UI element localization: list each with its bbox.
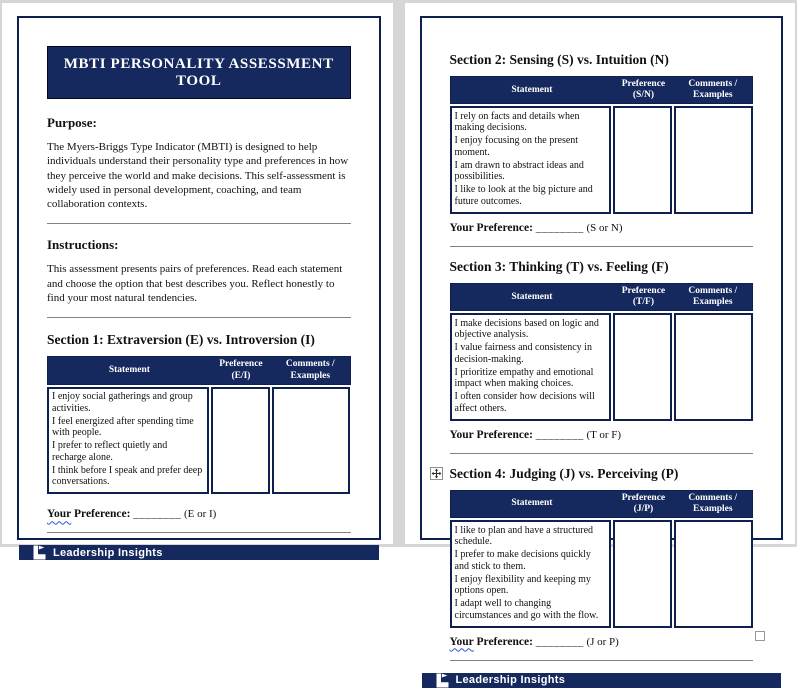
page-2-border <box>420 16 784 687</box>
preference-input-cell[interactable] <box>613 313 672 421</box>
statement: I like to plan and have a structured schedule. <box>454 524 594 548</box>
statement: I like to look at the big picture and future outcomes. <box>454 184 593 207</box>
section-1-heading: Section 1: Extraversion (E) vs. Introversion (I) <box>47 332 315 348</box>
statements-cell <box>450 520 612 628</box>
statement: I enjoy focusing on the present moment. <box>454 135 579 158</box>
divider <box>47 317 351 318</box>
preference-blank-field[interactable]: ________ <box>133 508 182 521</box>
comments-input-cell[interactable] <box>272 387 351 495</box>
statement: I feel energized after spending time with people. <box>52 415 194 439</box>
comments-column-header: Comments / Examples <box>688 285 738 308</box>
page-1-content <box>19 18 379 545</box>
preference-input-cell[interactable] <box>211 387 270 495</box>
your-preference-label-word: Your <box>449 221 474 234</box>
section-3-table <box>450 283 754 421</box>
table-move-handle-icon[interactable] <box>430 467 443 480</box>
table-body <box>450 313 754 421</box>
section-3-heading: Section 3: Thinking (T) vs. Feeling (F) <box>449 258 669 274</box>
table-header-row <box>47 356 351 384</box>
leadership-insights-logo-icon <box>435 673 450 688</box>
your-preference-label-word: Your <box>449 428 474 441</box>
purpose-text: The Myers-Briggs Type Indicator (MBTI) is designed to help individuals understand their personality type and preferences in how they perceive the world and make decisions. This self-assessment is widely used in personal development, coaching, and team collaboration contexts. <box>47 141 349 211</box>
section-2 <box>450 52 754 247</box>
statements-cell <box>47 387 209 495</box>
preference-column-header: Preference (E/I) <box>219 359 263 381</box>
statement: I enjoy social gatherings and group activities. <box>52 391 193 414</box>
footer-brand-name: Leadership Insights <box>455 674 566 687</box>
section-1 <box>47 332 351 533</box>
statements-cell <box>450 313 612 421</box>
instructions-heading: Instructions: <box>47 237 119 253</box>
your-preference-label-word: Your <box>47 508 72 521</box>
comments-column-header: Comments / Examples <box>688 492 738 515</box>
purpose-heading: Purpose: <box>47 115 97 130</box>
statement: I prioritize empathy and emotional impact when making choices. <box>454 366 594 390</box>
page-2 <box>405 3 796 687</box>
table-header-row <box>450 76 754 104</box>
your-preference-line: Your Preference: ________ (E or I) <box>47 508 217 521</box>
document-title: MBTI PERSONALITY ASSESSMENT TOOL <box>63 55 334 89</box>
comments-column-header: Comments / Examples <box>688 79 738 101</box>
preference-blank-field[interactable]: ________ <box>535 428 584 441</box>
statement-column-header: Statement <box>511 498 553 509</box>
page-1 <box>2 3 393 559</box>
preference-column-header: Preference (S/N) <box>621 79 666 101</box>
preference-options: (E or I) <box>183 508 217 521</box>
section-4-table <box>450 490 754 628</box>
divider <box>450 453 754 454</box>
section-4 <box>450 466 754 661</box>
statement: I enjoy flexibility and keeping my options open. <box>454 573 591 597</box>
section-4-heading: Section 4: Judging (J) vs. Perceiving (P) <box>449 465 679 481</box>
divider <box>450 246 754 247</box>
statement: I make decisions based on logic and objective analysis. <box>454 317 599 341</box>
statement-column-header: Statement <box>511 84 553 95</box>
table-body <box>47 387 351 495</box>
statement: I rely on facts and details when making decisions. <box>454 110 580 134</box>
statement: I am drawn to abstract ideas and possibilities. <box>454 159 584 183</box>
divider <box>450 660 754 661</box>
preference-options: (T or F) <box>586 428 622 441</box>
leadership-insights-logo-icon <box>32 545 47 560</box>
section-2-table <box>450 76 754 214</box>
your-preference-line: Your Preference: ________ (S or N) <box>449 221 623 234</box>
section-1-table <box>47 356 351 494</box>
preference-input-cell[interactable] <box>613 520 672 628</box>
comments-input-cell[interactable] <box>674 106 753 214</box>
preference-blank-field[interactable]: ________ <box>535 221 584 234</box>
divider <box>47 223 351 224</box>
your-preference-line: Your Preference: ________ (J or P) <box>449 635 619 648</box>
table-header-row <box>450 490 754 518</box>
table-resize-handle[interactable] <box>755 631 765 641</box>
preference-options: (S or N) <box>586 221 623 234</box>
statement-column-header: Statement <box>108 364 150 375</box>
document-title-banner <box>47 46 351 99</box>
table-body <box>450 520 754 628</box>
footer-brand-name: Leadership Insights <box>53 546 163 559</box>
preference-options: (J or P) <box>586 635 619 648</box>
your-preference-label-word: Your <box>449 635 474 648</box>
your-preference-line: Your Preference: ________ (T or F) <box>449 428 622 441</box>
statement: I adapt well to changing circumstances and go with the flow. <box>454 598 599 621</box>
preference-column-header: Preference (T/F) <box>621 285 666 308</box>
statement: I prefer to make decisions quickly and stick to them. <box>454 549 591 572</box>
statement-column-header: Statement <box>511 291 553 302</box>
table-body <box>450 106 754 214</box>
comments-input-cell[interactable] <box>674 520 753 628</box>
preference-input-cell[interactable] <box>613 106 672 214</box>
statement: I value fairness and consistency in decision-making. <box>454 342 592 365</box>
statements-cell <box>450 106 612 214</box>
section-2-heading: Section 2: Sensing (S) vs. Intuition (N) <box>449 52 669 67</box>
comments-input-cell[interactable] <box>674 313 753 421</box>
page-1-border <box>17 16 381 559</box>
instructions-text: This assessment presents pairs of preferences. Read each statement and choose the option that best describes you. Reflect honestly to find your most natural tendencies. <box>47 263 343 305</box>
statement: I often consider how decisions will affect others. <box>454 391 595 414</box>
page-2-footer <box>422 673 782 688</box>
statement: I think before I speak and prefer deep conversations. <box>52 464 203 488</box>
page-2-content <box>422 18 782 673</box>
preference-blank-field[interactable]: ________ <box>535 635 584 648</box>
page-1-footer <box>19 545 379 560</box>
section-3 <box>450 259 754 454</box>
statement: I prefer to reflect quietly and recharge alone. <box>52 440 168 463</box>
preference-column-header: Preference (J/P) <box>621 492 666 515</box>
divider <box>47 532 351 533</box>
table-header-row <box>450 283 754 311</box>
comments-column-header: Comments / Examples <box>285 359 335 381</box>
